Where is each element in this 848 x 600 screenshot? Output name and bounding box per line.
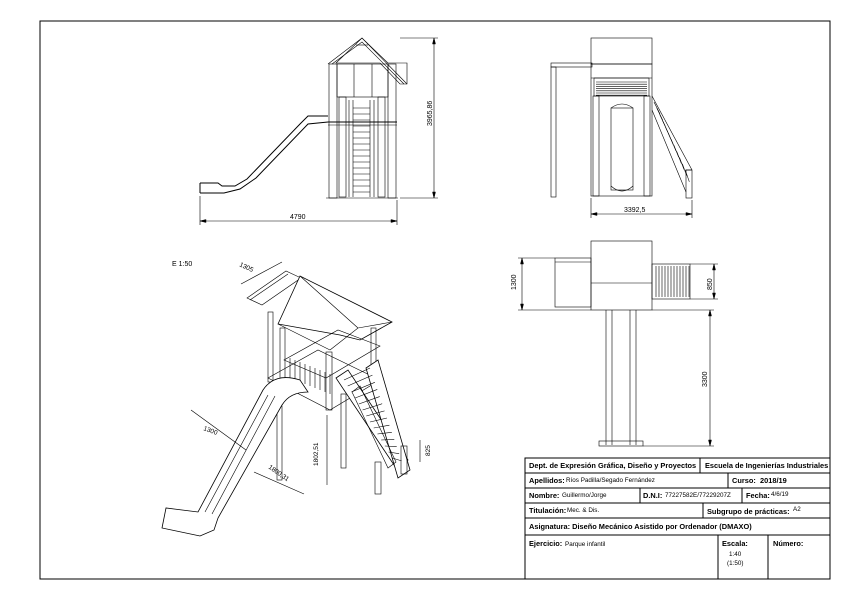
tb-ejercicio-label: Ejercicio: <box>529 539 563 548</box>
iso-scale-note: E 1:50 <box>172 261 193 268</box>
iso-dim-top: 1305 <box>238 261 255 274</box>
tb-escala-label: Escala: <box>722 539 748 548</box>
side-width-dim: 4790 <box>290 214 306 221</box>
tb-school: Escuela de Ingenierías Industriales <box>705 461 829 470</box>
tb-nombre-label: Nombre: <box>529 491 560 500</box>
tb-apellidos-label: Apellidos: <box>529 476 565 485</box>
tb-subgrupo-label: Subgrupo de prácticas: <box>707 507 790 516</box>
tb-dept: Dept. de Expresión Gráfica, Diseño y Proyectos <box>529 461 697 470</box>
plan-length-dim: 3300 <box>702 371 709 387</box>
front-width-dim: 3392,5 <box>624 207 646 214</box>
tb-apellidos-value: Ríos Padilla/Segado Fernández <box>566 477 655 484</box>
tb-curso-label: Curso: <box>732 476 756 485</box>
iso-dim-height: 1802,51 <box>313 442 320 466</box>
plan-right-dim: 850 <box>707 278 714 290</box>
iso-dim-stair: 825 <box>425 445 432 456</box>
isometric-view <box>162 262 420 536</box>
tb-ejercicio-value: Parque infantil <box>565 541 606 548</box>
tb-curso-value: 2018/19 <box>760 476 787 485</box>
tb-asignatura: Asignatura: Diseño Mecánico Asistido por Ordenador (DMAXO) <box>529 522 752 531</box>
tb-titulacion-value: Mec. & Dis. <box>567 507 600 514</box>
tb-escala-value: 1:40 <box>729 551 742 558</box>
tb-subgrupo-value: A2 <box>793 506 801 513</box>
tb-titulacion-label: Titulación: <box>529 506 567 515</box>
tb-dni-value: 77227582E/77229207Z <box>665 492 731 499</box>
plan-left-dim: 1300 <box>511 274 518 290</box>
tb-dni-label: D.N.I: <box>643 491 663 500</box>
side-height-dim: 3965,86 <box>427 100 434 126</box>
tb-escala-value2: (1:50) <box>727 560 744 567</box>
iso-dim-slide-len: 1300 <box>202 425 219 437</box>
tb-fecha-label: Fecha: <box>746 491 770 500</box>
tb-nombre-value: Guillermo/Jorge <box>562 492 607 499</box>
tb-fecha-value: 4/6/19 <box>771 491 789 498</box>
side-view <box>200 38 438 225</box>
tb-numero-label: Número: <box>773 539 804 548</box>
iso-dim-slide-base: 1800,31 <box>266 463 291 484</box>
plan-view <box>518 241 718 446</box>
front-view <box>551 38 692 218</box>
